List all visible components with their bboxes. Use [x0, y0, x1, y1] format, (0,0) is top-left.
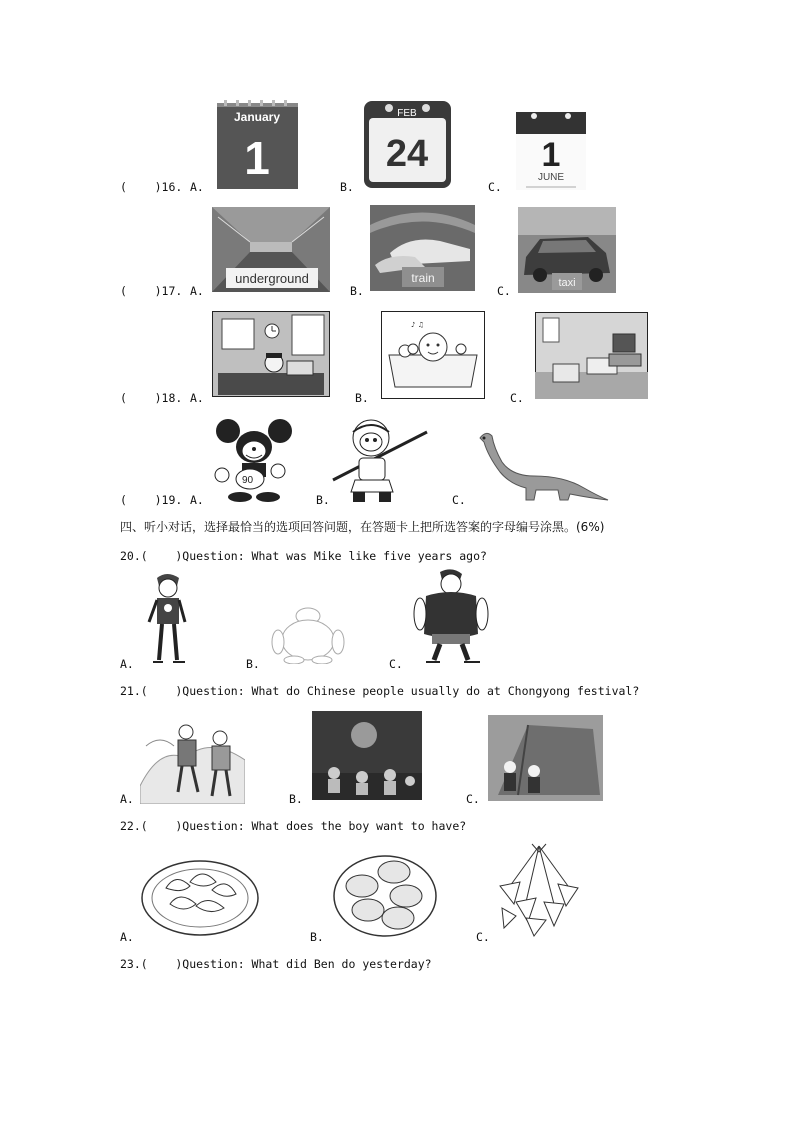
taxi-photo: [518, 207, 616, 293]
underground-photo: [212, 207, 330, 292]
dinosaur-picture: [472, 428, 610, 502]
option-c-label: C.: [497, 284, 511, 298]
fat-baby-picture: [270, 606, 346, 664]
bath-picture: [381, 311, 485, 399]
question-text: 21.( )Question: What do Chinese people usually do at Chongyong festival?: [120, 684, 640, 698]
tent-camping-picture: [488, 715, 603, 801]
question-number: ( )17.: [120, 284, 183, 298]
option-b-label: B.: [289, 792, 303, 806]
option-c-label: C.: [466, 792, 480, 806]
svg-text:JUNE: JUNE: [537, 172, 565, 183]
svg-text:90: 90: [242, 475, 254, 486]
dumplings-picture: [140, 858, 260, 938]
mickey-mouse-picture: [212, 417, 296, 503]
option-a-label: A.: [120, 657, 134, 671]
svg-text:train: train: [411, 271, 435, 285]
zongzi-picture: [496, 842, 582, 938]
option-b-label: B.: [310, 930, 324, 944]
question-text: 22.( )Question: What does the boy want to have?: [120, 819, 467, 833]
question-number: ( )19.: [120, 493, 183, 507]
climbing-mountain-picture: [140, 716, 245, 804]
option-c-label: C.: [476, 930, 490, 944]
train-photo: [370, 205, 475, 291]
svg-text:taxi: taxi: [558, 277, 576, 289]
option-a-label: A.: [190, 284, 204, 298]
option-b-label: B.: [246, 657, 260, 671]
svg-text:January: January: [233, 110, 281, 124]
option-a-label: A.: [120, 792, 134, 806]
svg-text:underground: underground: [235, 271, 309, 286]
calendar-january-image: [216, 100, 299, 190]
option-b-label: B.: [350, 284, 364, 298]
svg-text:FEB: FEB: [397, 108, 417, 119]
question-23-text: 23.( )Question: What did Ben do yesterday?: [120, 957, 432, 971]
svg-text:1: 1: [244, 132, 270, 184]
option-a-label: A.: [120, 930, 134, 944]
calendar-june-image: [514, 108, 588, 192]
option-a-label: A.: [190, 391, 204, 405]
section-heading: 四、听小对话，选择最恰当的选项回答问题，在答题卡上把所选答案的字母编号涂黑。(6%): [120, 520, 605, 534]
option-a-label: A.: [190, 180, 204, 194]
option-c-label: C.: [389, 657, 403, 671]
option-b-label: B.: [316, 493, 330, 507]
monkey-king-picture: [331, 414, 431, 506]
calendar-feb-image: [363, 100, 452, 189]
mooncakes-picture: [332, 850, 438, 938]
option-c-label: C.: [488, 180, 502, 194]
moon-night-picture: [312, 711, 422, 800]
living-room-picture: [535, 312, 648, 399]
question-number: ( )16.: [120, 180, 183, 194]
strong-man-picture: [412, 568, 490, 664]
question-text: 20.( )Question: What was Mike like five years ago?: [120, 549, 487, 563]
svg-text:24: 24: [385, 133, 429, 175]
thin-boy-picture: [143, 572, 191, 664]
option-a-label: A.: [190, 493, 204, 507]
svg-text:♪ ♫: ♪ ♫: [411, 321, 424, 329]
question-number: ( )18.: [120, 391, 183, 405]
svg-text:1: 1: [541, 136, 561, 174]
option-b-label: B.: [340, 180, 354, 194]
option-b-label: B.: [355, 391, 369, 405]
option-c-label: C.: [510, 391, 524, 405]
option-c-label: C.: [452, 493, 466, 507]
study-room-picture: [212, 311, 330, 397]
